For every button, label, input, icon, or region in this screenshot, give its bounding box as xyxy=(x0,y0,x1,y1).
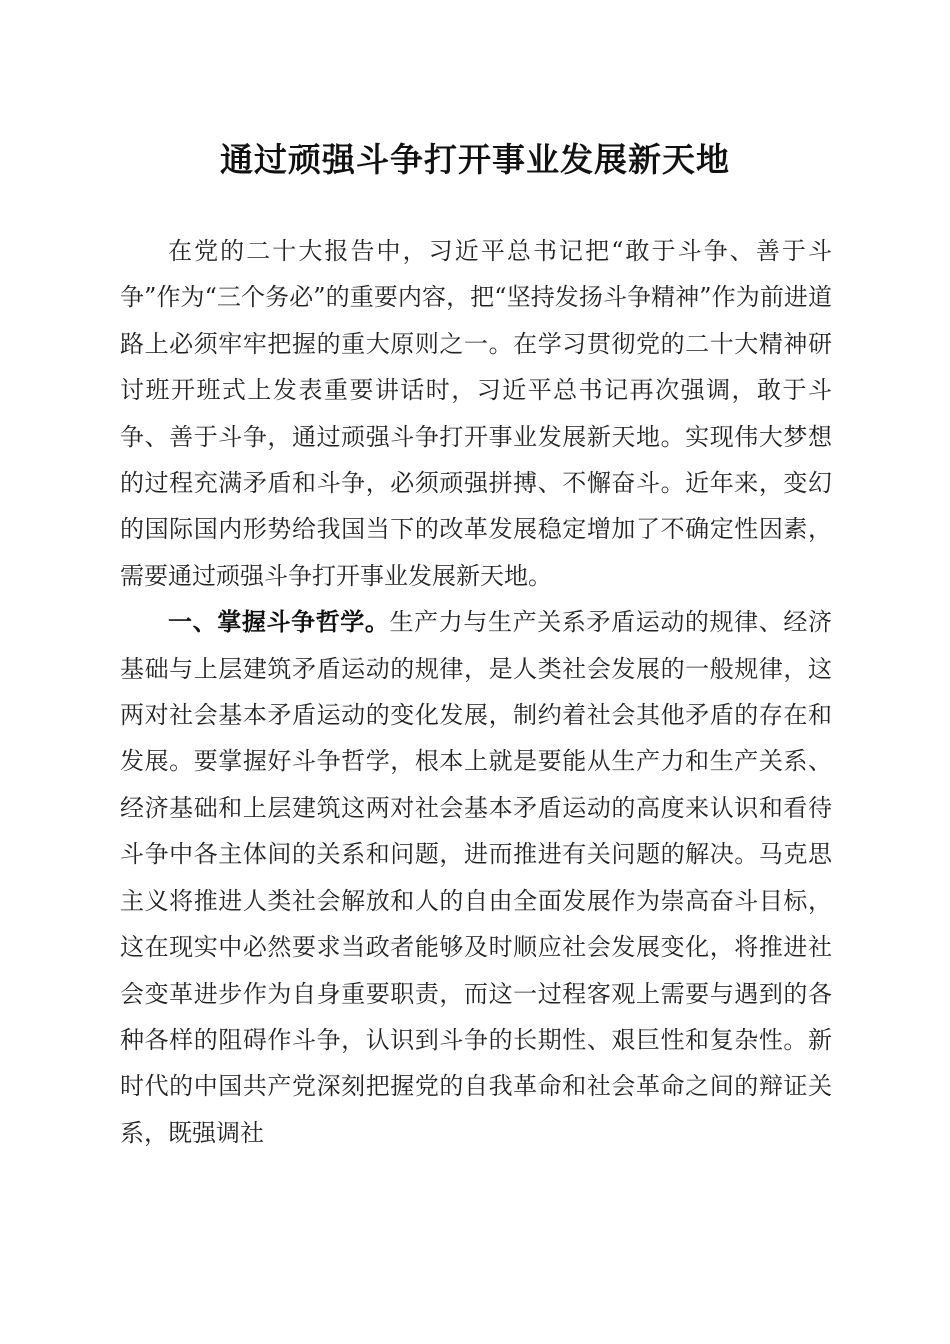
document-title: 通过顽强斗争打开事业发展新天地 xyxy=(220,140,730,179)
document-body xyxy=(120,228,832,1156)
section-one-text: 生产力与生产关系矛盾运动的规律、经济基础与上层建筑矛盾运动的规律，是人类社会发展的一般规律，这两对社会基本矛盾运动的变化发展，制约着社会其他矛盾的存在和发展。要掌握好斗争哲学，根本上就是要能从生产力和生产关系、经济基础和上层建筑这两对社会基本矛盾运动的高度来认识和看待斗争中各主体间的关系和问题，进而推进有关问题的解决。马克思主义将推进人类社会解放和人的自由全面发展作为崇高奋斗目标，这在现实中必然要求当政者能够及时顺应社会发展变化，将推进社会变革进步作为自身重要职责，而这一过程客观上需要与遇到的各种各样的阻碍作斗争，认识到斗争的长期性、艰巨性和复杂性。新时代的中国共产党深刻把握党的自我革命和社会革命之间的辩证关系，既强调社 xyxy=(120,608,833,1147)
paragraph-intro xyxy=(120,228,832,599)
paragraph-intro-text: 在党的二十大报告中，习近平总书记把“敢于斗争、善于斗争”作为“三个务必”的重要内容，把“坚持发扬斗争精神”作为前进道路上必须牢牢把握的重大原则之一。在学习贯彻党的二十大精神研讨班开班式上发表重要讲话时，习近平总书记再次强调，敢于斗争、善于斗争，通过顽强斗争打开事业发展新天地。实现伟大梦想的过程充满矛盾和斗争，必须顽强拼搏、不懈奋斗。近年来，变幻的国际国内形势给我国当下的改革发展稳定增加了不确定性因素，需要通过顽强斗争打开事业发展新天地。 xyxy=(120,237,832,590)
section-one-heading: 一、掌握斗争哲学。 xyxy=(168,607,390,637)
paragraph-section-one xyxy=(120,599,832,1156)
